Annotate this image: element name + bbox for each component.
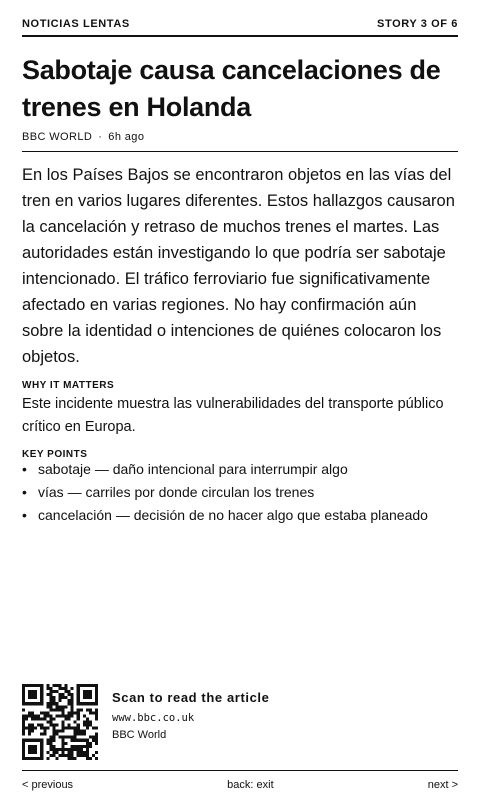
bullet-icon: • [22, 507, 27, 523]
article-headline: Sabotaje causa cancelaciones de trenes en Holanda [22, 55, 441, 122]
qr-info [112, 690, 269, 741]
qr-url: www.bbc.co.uk [112, 712, 195, 724]
back-exit-button[interactable]: back: exit [227, 779, 274, 791]
bullet-icon: • [22, 484, 27, 500]
key-points-label: KEY POINTS [22, 449, 88, 460]
key-point-item [22, 481, 458, 503]
next-button[interactable]: next > [427, 779, 458, 791]
article-age: 6h ago [108, 131, 145, 143]
qr-source: BBC World [112, 729, 167, 741]
key-point-text: cancelación — decisión de no hacer algo que estaba planeado [38, 507, 428, 523]
qr-title: Scan to read the article [112, 690, 270, 705]
why-it-matters-text: Este incidente muestra las vulnerabilidades del transporte público crítico en Europa. [22, 396, 444, 435]
meta-separator: · [98, 131, 103, 143]
previous-button[interactable]: < previous [22, 779, 74, 791]
qr-code[interactable] [22, 684, 98, 760]
top-bar [22, 18, 458, 37]
section-title: NOTICIAS LENTAS [22, 18, 130, 30]
article-meta [22, 131, 458, 152]
why-it-matters-label: WHY IT MATTERS [22, 380, 115, 391]
key-point-item [22, 504, 458, 526]
key-points-list [22, 458, 458, 527]
article-source: BBC WORLD [22, 131, 93, 143]
key-point-text: sabotaje — daño intencional para interrumpir algo [38, 461, 348, 477]
bottom-nav [22, 770, 458, 791]
article-body: En los Países Bajos se encontraron objetos en las vías del tren en varios lugares diferentes. Estos hallazgos causaron la cancelación y retraso de muchos trenes el martes. Las autoridades están investigando lo que podría ser sabotaje intencionado. El tráfico ferroviario fue significativamente afectado en varias regiones. No hay confirmación aún sobre la identidad o intenciones de quiénes colocaron los objetos. [22, 166, 455, 366]
key-point-text: vías — carriles por donde circulan los trenes [38, 484, 315, 500]
story-progress: STORY 3 OF 6 [377, 18, 458, 30]
key-point-item [22, 458, 458, 480]
bullet-icon: • [22, 461, 27, 477]
